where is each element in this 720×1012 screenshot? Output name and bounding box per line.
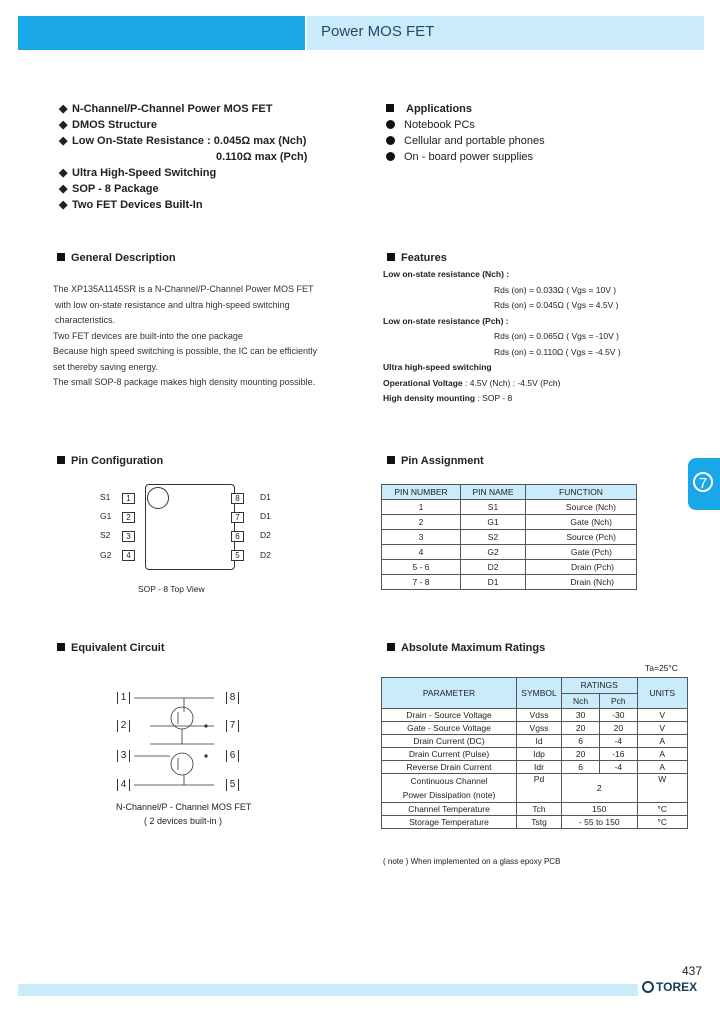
pin-assignment-table xyxy=(381,484,637,590)
pin-number: 5 xyxy=(231,550,244,561)
pin-number: 3 xyxy=(122,531,135,542)
pin-number: 2 xyxy=(122,512,135,523)
table-row: Reverse Drain Current Idr 6 -4 A xyxy=(382,761,688,774)
header-accent-bar xyxy=(18,16,305,50)
table-header-row: PIN NUMBER PIN NAME FUNCTION xyxy=(382,485,637,500)
table-row: Drain Current (Pulse) Idp 20 -16 A xyxy=(382,748,688,761)
page-title: Power MOS FET xyxy=(321,23,435,40)
key-feature: ◆ Two FET Devices Built-In xyxy=(59,199,203,211)
table-header-row: PARAMETER SYMBOL RATINGS UNITS xyxy=(382,678,688,694)
general-description-title: General Description xyxy=(57,252,176,264)
features-title: Features xyxy=(387,252,447,264)
table-row: Drain Current (DC) Id 6 -4 A xyxy=(382,735,688,748)
dot-bullet-icon xyxy=(386,120,395,129)
key-feature: ◆ DMOS Structure xyxy=(59,119,157,131)
key-feature: ◆ Low On-State Resistance : 0.045Ω max (Nch) xyxy=(59,135,307,147)
dot-bullet-icon xyxy=(386,136,395,145)
square-bullet-icon xyxy=(57,456,65,464)
square-bullet-icon xyxy=(57,253,65,261)
square-bullet-icon xyxy=(387,643,395,651)
table-row: 4 G2 Gate (Pch) xyxy=(382,545,637,560)
footer-bar xyxy=(18,984,638,996)
pin-configuration-caption: SOP - 8 Top View xyxy=(138,584,205,594)
applications-section xyxy=(386,101,545,165)
pin-configuration-title: Pin Configuration xyxy=(57,455,163,467)
equivalent-circuit-title: Equivalent Circuit xyxy=(57,642,165,654)
abs-max-ratings-table xyxy=(381,677,688,829)
general-description-body: The XP135A1145SR is a N-Channel/P-Channel Power MOS FET with low on-state resistance and ultra high-speed switching characteristics. Two FET devices are built-into the one package Because high speed switching is possible, the IC can be efficiently set thereby saving energy. The small SOP-8 package makes high density mounting possible. xyxy=(53,284,317,387)
application-item: Cellular and portable phones xyxy=(386,133,545,149)
brand-logo: TOREX xyxy=(642,980,697,994)
application-item: Notebook PCs xyxy=(386,117,545,133)
pin-number: 1 xyxy=(122,493,135,504)
abs-max-ratings-title: Absolute Maximum Ratings xyxy=(387,642,545,654)
table-row: 2 G1 Gate (Nch) xyxy=(382,515,637,530)
table-row: Storage Temperature Tstg - 55 to 150 °C xyxy=(382,816,688,829)
key-features-list xyxy=(59,101,307,213)
page-number: 437 xyxy=(681,964,702,978)
key-feature: 0.110Ω max (Pch) xyxy=(216,151,308,163)
square-bullet-icon xyxy=(386,104,394,112)
square-bullet-icon xyxy=(387,456,395,464)
table-row: 7 - 8 D1 Drain (Nch) xyxy=(382,575,637,590)
pin-configuration-diagram: S1 G1 S2 G2 1 2 3 4 8 7 6 5 D1 D1 D2 D2 SOP - 8 Top View xyxy=(90,480,290,590)
pin-number: 7 xyxy=(231,512,244,523)
key-feature: ◆ N-Channel/P-Channel Power MOS FET xyxy=(59,103,273,115)
application-item: On - board power supplies xyxy=(386,149,545,165)
table-row: Gate - Source Voltage Vgss 20 20 V xyxy=(382,722,688,735)
applications-title: Applications xyxy=(386,101,545,117)
equivalent-circuit-caption-2: ( 2 devices built-in ) xyxy=(144,816,223,826)
table-footnote: ( note ) When implemented on a glass epoxy PCB xyxy=(383,857,561,866)
square-bullet-icon xyxy=(57,643,65,651)
chapter-tab[interactable]: 7 xyxy=(688,458,720,510)
table-row: Channel Temperature Tch 150 °C xyxy=(382,803,688,816)
table-row: 3 S2 Source (Pch) xyxy=(382,530,637,545)
equivalent-circuit-diagram: 1 2 3 4 8 7 6 5 N-Channel/P - Channel MOS FET ( 2 devices built-in ) xyxy=(110,688,260,808)
pin-number: 4 xyxy=(122,550,135,561)
key-feature: ◆ Ultra High-Speed Switching xyxy=(59,167,217,179)
table-header-row: Nch Pch xyxy=(382,693,688,709)
square-bullet-icon xyxy=(387,253,395,261)
dot-bullet-icon xyxy=(386,152,395,161)
table-row: 1 S1 Source (Nch) xyxy=(382,500,637,515)
features-body: Low on-state resistance (Nch) : Rds (on) = 0.033Ω ( Vgs = 10V ) Rds (on) = 0.045Ω ( Vgs = 4.5V ) Low on-state resistance (Pch) : Rds (on) = 0.065Ω ( Vgs = -10V ) Rds (on) = 0.110Ω ( Vgs = -4.5V ) Ultra high-speed switching Operational Voltage : 4.5V (Nch) : -4.5V (Pch) High density mounting : SOP - 8 xyxy=(383,269,621,403)
table-row: Drain - Source Voltage Vdss 30 -30 V xyxy=(382,709,688,722)
logo-icon xyxy=(642,981,654,993)
table-row: Continuous Channel Power Dissipation (note) Pd 2 W xyxy=(382,774,688,803)
ambient-temperature-label: Ta=25°C xyxy=(645,663,678,673)
equivalent-circuit-caption: N-Channel/P - Channel MOS FET xyxy=(116,802,252,812)
mosfet-circuit-icon xyxy=(110,688,260,798)
pin-assignment-title: Pin Assignment xyxy=(387,455,484,467)
table-row: 5 - 6 D2 Drain (Pch) xyxy=(382,560,637,575)
key-feature: ◆ SOP - 8 Package xyxy=(59,183,159,195)
pin1-marker-circle-icon xyxy=(147,487,169,509)
pin-number: 6 xyxy=(231,531,244,542)
pin-number: 8 xyxy=(231,493,244,504)
